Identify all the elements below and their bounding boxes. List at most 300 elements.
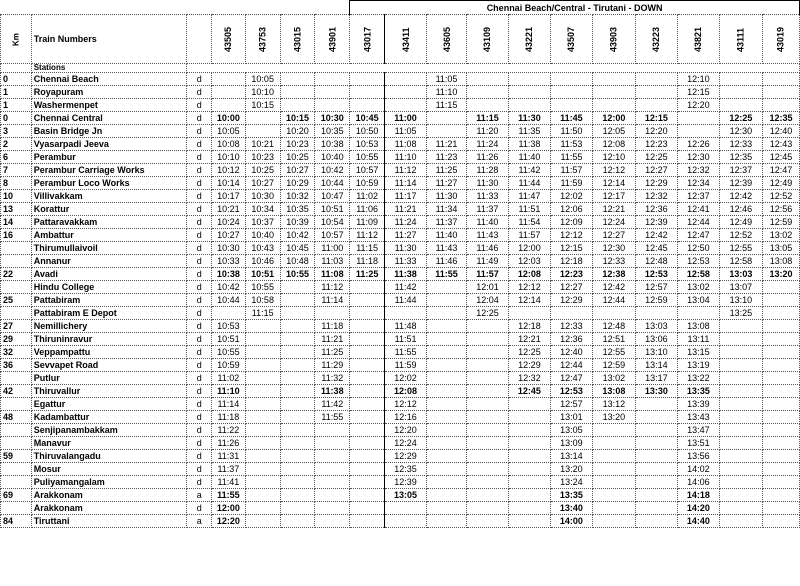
time-cell: [466, 320, 508, 333]
time-cell: [762, 398, 799, 411]
time-cell: 12:38: [592, 268, 635, 281]
time-cell: 13:03: [635, 320, 677, 333]
time-cell: [211, 73, 245, 86]
time-cell: 12:36: [550, 333, 592, 346]
time-cell: [280, 411, 315, 424]
time-cell: [315, 99, 350, 112]
time-cell: [245, 333, 280, 346]
time-cell: [427, 463, 467, 476]
time-cell: 12:00: [592, 112, 635, 125]
time-cell: [719, 489, 762, 502]
arr-dep-cell: d: [187, 476, 212, 489]
time-cell: [245, 502, 280, 515]
time-cell: 14:20: [677, 502, 719, 515]
time-cell: 12:26: [677, 138, 719, 151]
time-cell: [280, 86, 315, 99]
time-cell: 12:43: [762, 138, 799, 151]
time-cell: 10:57: [315, 229, 350, 242]
time-cell: [350, 281, 385, 294]
time-cell: 10:27: [280, 164, 315, 177]
time-cell: [245, 398, 280, 411]
time-cell: 11:24: [385, 216, 427, 229]
arr-dep-cell: d: [187, 502, 212, 515]
station-name: Washermenpet: [31, 99, 187, 112]
time-cell: 12:59: [762, 216, 799, 229]
time-cell: 13:06: [635, 333, 677, 346]
stations-label: Stations: [31, 64, 187, 73]
station-row: [1, 398, 800, 411]
time-cell: 11:45: [550, 112, 592, 125]
time-cell: [350, 86, 385, 99]
train-number-header: 43111: [719, 15, 762, 64]
arr-dep-cell: d: [187, 203, 212, 216]
time-cell: [280, 73, 315, 86]
time-cell: 10:43: [245, 242, 280, 255]
time-cell: 10:54: [315, 216, 350, 229]
time-cell: 11:42: [315, 398, 350, 411]
station-name: Pattabiram: [31, 294, 187, 307]
time-cell: 12:57: [635, 281, 677, 294]
time-cell: 12:34: [677, 177, 719, 190]
time-cell: 14:00: [550, 515, 592, 528]
time-cell: [762, 320, 799, 333]
time-cell: [592, 463, 635, 476]
time-cell: 12:55: [719, 242, 762, 255]
time-cell: [350, 476, 385, 489]
time-cell: 10:24: [211, 216, 245, 229]
km-cell: [1, 398, 32, 411]
time-cell: 12:40: [762, 125, 799, 138]
time-cell: 11:22: [211, 424, 245, 437]
station-name: Pattabiram E Depot: [31, 307, 187, 320]
time-cell: 10:47: [315, 190, 350, 203]
km-cell: 10: [1, 190, 32, 203]
time-cell: 12:44: [677, 216, 719, 229]
km-cell: 8: [1, 177, 32, 190]
time-cell: 12:35: [385, 463, 427, 476]
time-cell: [427, 294, 467, 307]
time-cell: 11:55: [315, 411, 350, 424]
time-cell: [508, 463, 550, 476]
km-cell: 14: [1, 216, 32, 229]
time-cell: [550, 307, 592, 320]
station-row: [1, 424, 800, 437]
time-cell: 11:02: [211, 372, 245, 385]
time-cell: [315, 463, 350, 476]
time-cell: 11:15: [245, 307, 280, 320]
station-row: [1, 502, 800, 515]
time-cell: [762, 385, 799, 398]
time-cell: 12:45: [508, 385, 550, 398]
time-cell: [466, 398, 508, 411]
time-cell: [508, 476, 550, 489]
time-cell: [635, 99, 677, 112]
time-cell: 11:42: [385, 281, 427, 294]
time-cell: [762, 411, 799, 424]
time-cell: 11:27: [427, 177, 467, 190]
time-cell: 10:57: [350, 164, 385, 177]
time-cell: 10:20: [280, 125, 315, 138]
time-cell: 11:46: [466, 242, 508, 255]
time-cell: 11:29: [315, 359, 350, 372]
time-cell: 11:00: [385, 112, 427, 125]
time-cell: 13:17: [635, 372, 677, 385]
time-cell: 10:37: [245, 216, 280, 229]
arr-dep-cell: d: [187, 268, 212, 281]
time-cell: 12:10: [677, 73, 719, 86]
time-cell: [350, 502, 385, 515]
time-cell: 10:32: [280, 190, 315, 203]
time-cell: 10:45: [350, 112, 385, 125]
time-cell: 10:40: [315, 151, 350, 164]
train-number-header: 43221: [508, 15, 550, 64]
time-cell: [762, 424, 799, 437]
station-name: Sevvapet Road: [31, 359, 187, 372]
time-cell: [466, 73, 508, 86]
station-row: [1, 125, 800, 138]
station-row: [1, 372, 800, 385]
time-cell: 13:35: [677, 385, 719, 398]
station-row: [1, 294, 800, 307]
time-cell: [466, 99, 508, 112]
time-cell: 10:50: [350, 125, 385, 138]
km-cell: 1: [1, 86, 32, 99]
time-cell: 11:38: [315, 385, 350, 398]
time-cell: 11:55: [211, 489, 245, 502]
time-cell: 11:08: [315, 268, 350, 281]
arr-dep-cell: d: [187, 112, 212, 125]
time-cell: 10:30: [315, 112, 350, 125]
time-cell: [677, 112, 719, 125]
time-cell: 10:23: [245, 151, 280, 164]
title-row: [1, 1, 800, 15]
time-cell: 12:30: [592, 242, 635, 255]
time-cell: 11:12: [315, 281, 350, 294]
time-cell: [280, 437, 315, 450]
time-cell: 11:14: [211, 398, 245, 411]
station-name: Nemillichery: [31, 320, 187, 333]
time-cell: [280, 502, 315, 515]
km-cell: [1, 476, 32, 489]
time-cell: 13:47: [677, 424, 719, 437]
time-cell: [385, 307, 427, 320]
time-cell: 12:10: [592, 151, 635, 164]
km-cell: [1, 242, 32, 255]
time-cell: [719, 515, 762, 528]
time-cell: 13:30: [635, 385, 677, 398]
time-cell: 10:15: [245, 99, 280, 112]
time-cell: [211, 307, 245, 320]
time-cell: 11:30: [508, 112, 550, 125]
time-cell: 11:00: [315, 242, 350, 255]
time-cell: 13:10: [635, 346, 677, 359]
time-cell: 13:22: [677, 372, 719, 385]
time-cell: [427, 112, 467, 125]
time-cell: 13:02: [677, 281, 719, 294]
time-cell: 12:59: [635, 294, 677, 307]
time-cell: 11:21: [427, 138, 467, 151]
station-row: [1, 177, 800, 190]
time-cell: 12:27: [550, 281, 592, 294]
time-cell: 12:39: [719, 177, 762, 190]
time-cell: [245, 424, 280, 437]
station-name: Arakkonam: [31, 502, 187, 515]
time-cell: 11:57: [466, 268, 508, 281]
time-cell: 11:10: [385, 151, 427, 164]
station-row: [1, 359, 800, 372]
time-cell: 11:59: [550, 177, 592, 190]
time-cell: [762, 294, 799, 307]
time-cell: 11:30: [385, 242, 427, 255]
time-cell: 11:14: [385, 177, 427, 190]
time-cell: 14:06: [677, 476, 719, 489]
time-cell: [635, 476, 677, 489]
time-cell: [550, 99, 592, 112]
time-cell: [280, 99, 315, 112]
time-cell: 11:18: [315, 320, 350, 333]
time-cell: 13:14: [635, 359, 677, 372]
time-cell: 13:05: [762, 242, 799, 255]
station-name: Veppampattu: [31, 346, 187, 359]
time-cell: [350, 73, 385, 86]
time-cell: [592, 502, 635, 515]
time-cell: [592, 86, 635, 99]
time-cell: 11:42: [508, 164, 550, 177]
time-cell: 11:08: [385, 138, 427, 151]
station-row: [1, 450, 800, 463]
time-cell: 12:48: [592, 320, 635, 333]
station-row: [1, 489, 800, 502]
stations-blank: [187, 64, 800, 73]
station-name: Perambur: [31, 151, 187, 164]
time-cell: 12:21: [508, 333, 550, 346]
time-cell: 13:08: [592, 385, 635, 398]
time-cell: [315, 502, 350, 515]
station-name: Puliyamangalam: [31, 476, 187, 489]
station-row: [1, 242, 800, 255]
time-cell: 12:33: [550, 320, 592, 333]
time-cell: 12:35: [719, 151, 762, 164]
time-cell: [466, 450, 508, 463]
time-cell: [427, 346, 467, 359]
time-cell: 13:43: [677, 411, 719, 424]
time-cell: [211, 99, 245, 112]
time-cell: 11:40: [427, 229, 467, 242]
time-cell: 11:44: [385, 294, 427, 307]
time-cell: [466, 86, 508, 99]
time-cell: [315, 489, 350, 502]
time-cell: 12:36: [635, 203, 677, 216]
km-cell: 22: [1, 268, 32, 281]
station-row: [1, 164, 800, 177]
time-cell: 10:05: [211, 125, 245, 138]
km-cell: 48: [1, 411, 32, 424]
station-name: Korattur: [31, 203, 187, 216]
time-cell: [385, 99, 427, 112]
time-cell: [719, 346, 762, 359]
time-cell: 10:05: [245, 73, 280, 86]
time-cell: [466, 463, 508, 476]
time-cell: 12:25: [508, 346, 550, 359]
station-name: Chennai Beach: [31, 73, 187, 86]
time-cell: 12:33: [719, 138, 762, 151]
time-cell: 12:12: [550, 229, 592, 242]
time-cell: [635, 437, 677, 450]
time-cell: [385, 86, 427, 99]
time-cell: 11:33: [385, 255, 427, 268]
time-cell: [466, 346, 508, 359]
time-cell: 13:04: [677, 294, 719, 307]
arr-dep-cell: d: [187, 151, 212, 164]
time-cell: [315, 73, 350, 86]
time-cell: [762, 437, 799, 450]
km-cell: 69: [1, 489, 32, 502]
time-cell: [592, 476, 635, 489]
time-cell: 10:27: [245, 177, 280, 190]
station-row: [1, 229, 800, 242]
time-cell: 10:59: [211, 359, 245, 372]
time-cell: 12:42: [719, 190, 762, 203]
train-number-header: 43507: [550, 15, 592, 64]
time-cell: [762, 99, 799, 112]
station-row: [1, 73, 800, 86]
time-cell: [427, 125, 467, 138]
time-cell: [315, 307, 350, 320]
time-cell: [719, 73, 762, 86]
time-cell: [719, 320, 762, 333]
time-cell: 11:20: [466, 125, 508, 138]
arr-dep-cell: d: [187, 164, 212, 177]
station-name: Basin Bridge Jn: [31, 125, 187, 138]
time-cell: [762, 281, 799, 294]
time-cell: 11:21: [385, 203, 427, 216]
arr-dep-cell: a: [187, 489, 212, 502]
time-cell: [635, 411, 677, 424]
time-cell: [427, 411, 467, 424]
arr-dep-cell: d: [187, 86, 212, 99]
km-cell: 7: [1, 164, 32, 177]
station-name: Senjipanambakkam: [31, 424, 187, 437]
time-cell: [245, 450, 280, 463]
time-cell: [508, 424, 550, 437]
time-cell: 12:27: [592, 229, 635, 242]
title-spacer: [1, 1, 350, 15]
time-cell: 10:38: [315, 138, 350, 151]
station-row: [1, 203, 800, 216]
time-cell: [719, 476, 762, 489]
time-cell: [427, 333, 467, 346]
time-cell: [315, 86, 350, 99]
km-cell: [1, 424, 32, 437]
time-cell: 11:17: [385, 190, 427, 203]
time-cell: [350, 515, 385, 528]
time-cell: 11:43: [427, 242, 467, 255]
station-row: [1, 320, 800, 333]
train-number-header: 43903: [592, 15, 635, 64]
time-cell: [466, 489, 508, 502]
time-cell: [350, 411, 385, 424]
time-cell: 12:53: [635, 268, 677, 281]
arr-dep-cell: d: [187, 216, 212, 229]
arr-dep-cell: d: [187, 424, 212, 437]
time-cell: [427, 424, 467, 437]
time-cell: [315, 450, 350, 463]
time-cell: 13:20: [592, 411, 635, 424]
time-cell: 11:54: [508, 216, 550, 229]
time-cell: [635, 424, 677, 437]
arr-dep-cell: d: [187, 437, 212, 450]
arr-dep-cell: d: [187, 333, 212, 346]
time-cell: 10:40: [245, 229, 280, 242]
time-cell: 10:38: [211, 268, 245, 281]
time-cell: [508, 411, 550, 424]
time-cell: 10:08: [211, 138, 245, 151]
time-cell: 12:58: [719, 255, 762, 268]
km-cell: [1, 372, 32, 385]
time-cell: 10:55: [350, 151, 385, 164]
stations-km-blank: [1, 64, 32, 73]
time-cell: 12:24: [592, 216, 635, 229]
time-cell: 12:32: [508, 372, 550, 385]
time-cell: 12:42: [592, 281, 635, 294]
time-cell: [466, 385, 508, 398]
km-cell: 13: [1, 203, 32, 216]
time-cell: 10:15: [280, 112, 315, 125]
station-row: [1, 86, 800, 99]
time-cell: 11:37: [427, 216, 467, 229]
time-cell: [762, 86, 799, 99]
time-cell: 11:37: [211, 463, 245, 476]
time-cell: 10:14: [211, 177, 245, 190]
time-cell: [762, 346, 799, 359]
time-cell: 11:49: [466, 255, 508, 268]
station-name: Perambur Carriage Works: [31, 164, 187, 177]
time-cell: [280, 385, 315, 398]
time-cell: [427, 320, 467, 333]
km-cell: [1, 307, 32, 320]
time-cell: [508, 437, 550, 450]
time-cell: [427, 502, 467, 515]
time-cell: 12:12: [508, 281, 550, 294]
time-cell: [315, 424, 350, 437]
time-cell: [592, 73, 635, 86]
time-cell: 12:50: [677, 242, 719, 255]
time-cell: [350, 450, 385, 463]
time-cell: [635, 73, 677, 86]
time-cell: [245, 320, 280, 333]
time-cell: 11:25: [350, 268, 385, 281]
time-cell: 10:42: [211, 281, 245, 294]
time-cell: 11:44: [508, 177, 550, 190]
station-name: Royapuram: [31, 86, 187, 99]
time-cell: 11:25: [427, 164, 467, 177]
time-cell: 11:31: [211, 450, 245, 463]
time-cell: [280, 281, 315, 294]
time-cell: 13:35: [550, 489, 592, 502]
time-cell: [719, 99, 762, 112]
time-cell: 13:24: [550, 476, 592, 489]
time-cell: 10:30: [211, 242, 245, 255]
time-cell: [719, 411, 762, 424]
time-cell: 12:14: [592, 177, 635, 190]
time-cell: 10:21: [211, 203, 245, 216]
time-cell: [245, 489, 280, 502]
time-cell: 12:04: [466, 294, 508, 307]
stations-label-row: [1, 64, 800, 73]
time-cell: [762, 515, 799, 528]
station-name: Thiruvalangadu: [31, 450, 187, 463]
time-cell: 12:29: [385, 450, 427, 463]
